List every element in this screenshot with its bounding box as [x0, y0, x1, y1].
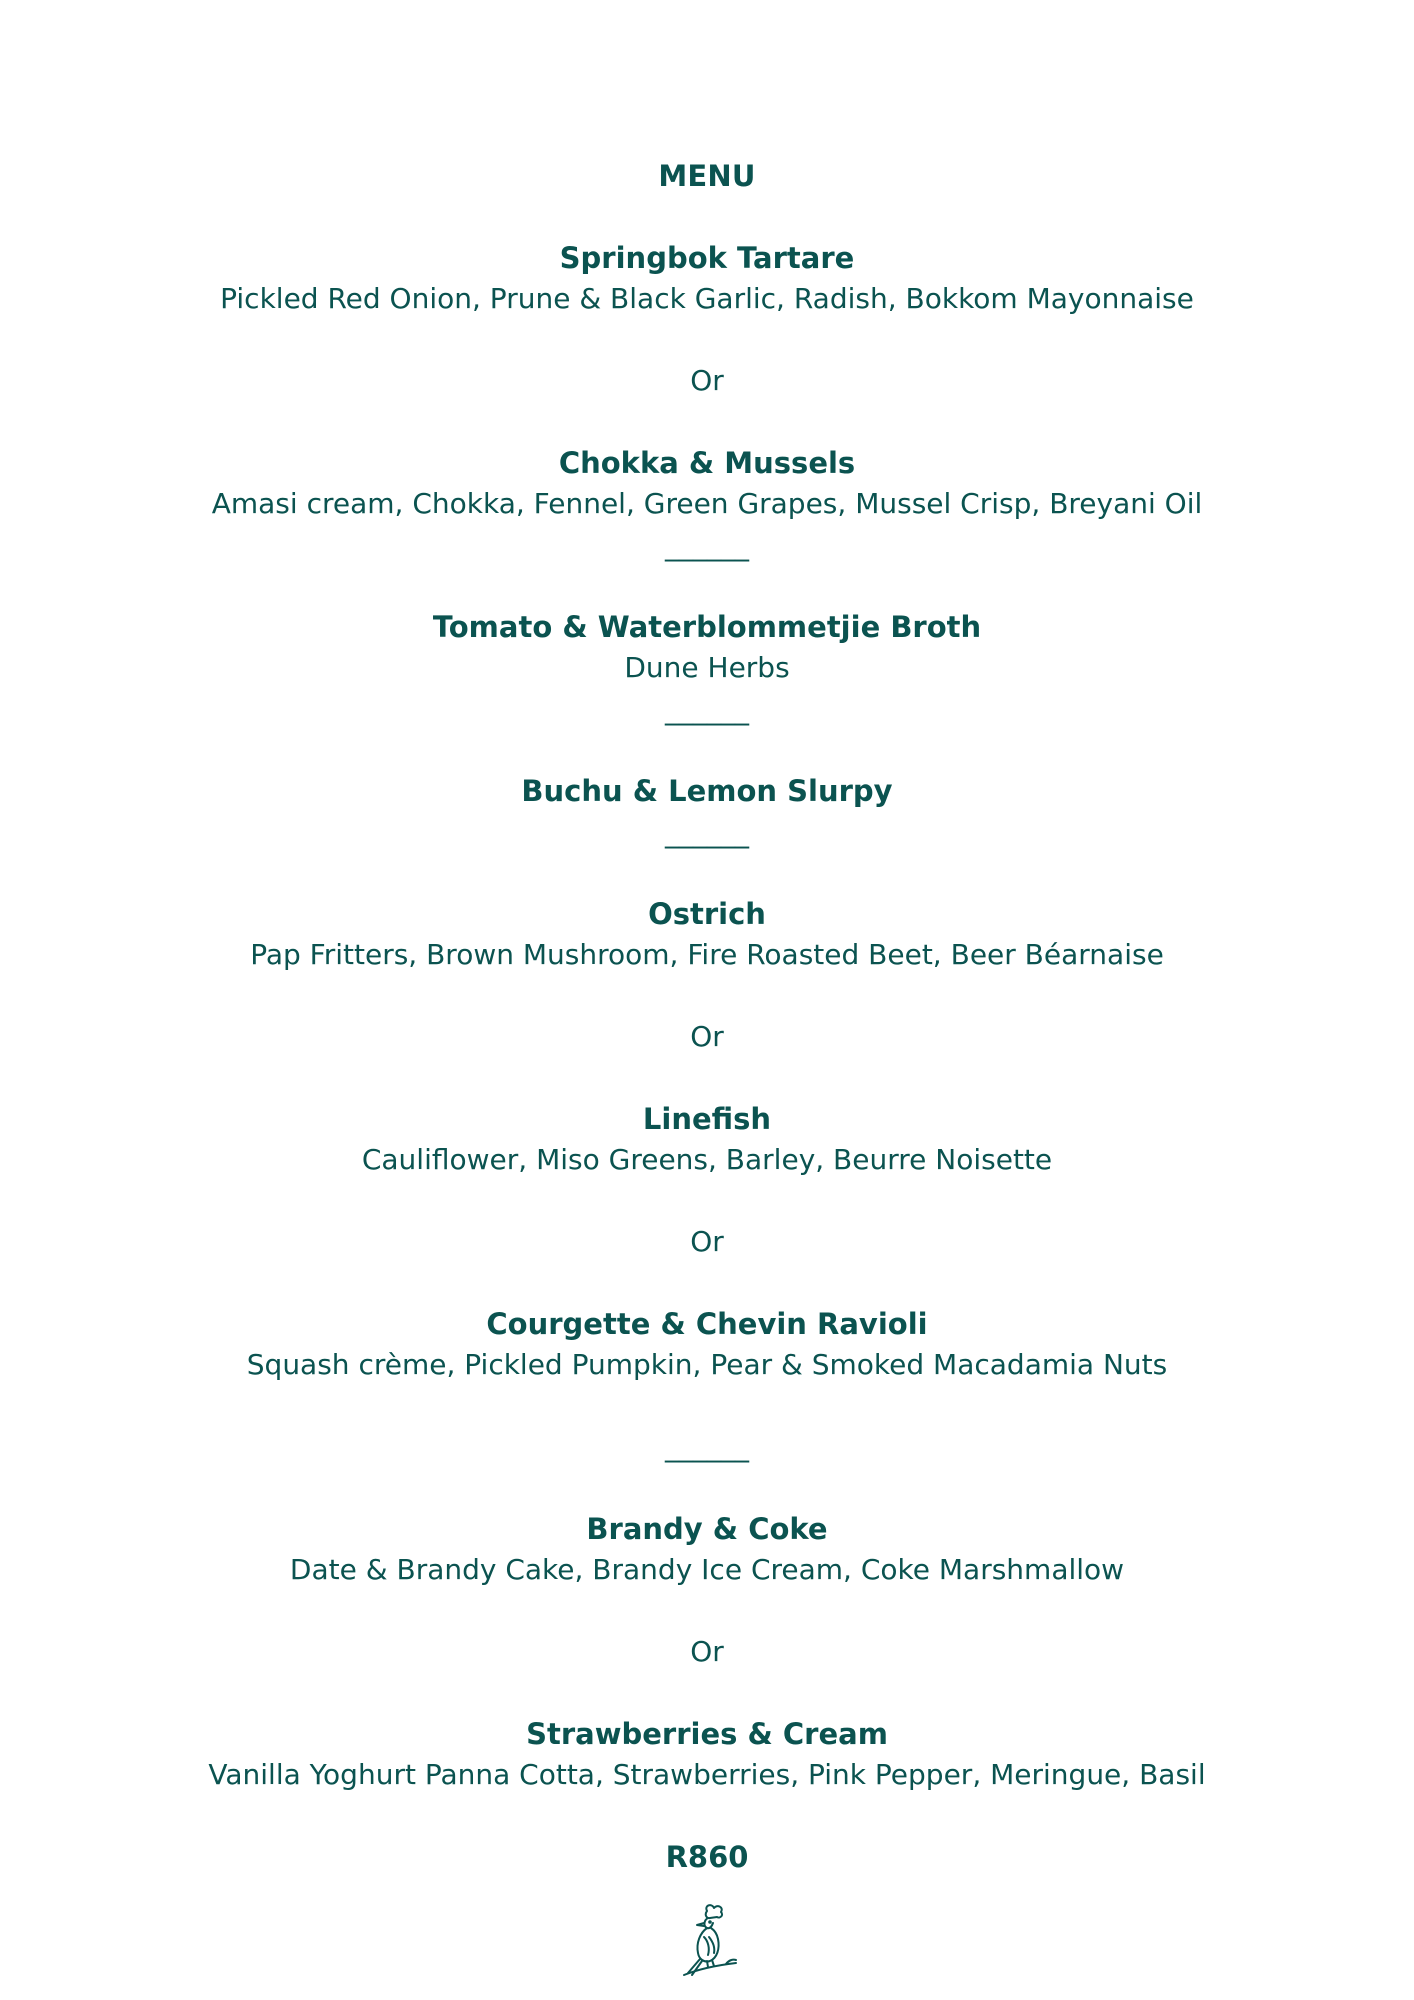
dish-description-springbok-tartare: Pickled Red Onion, Prune & Black Garlic, Radish, Bokkom Mayonnaise [220, 282, 1194, 315]
menu-price: R860 [665, 1840, 749, 1874]
dish-name-ostrich: Ostrich [648, 897, 766, 931]
menu-title: MENU [658, 159, 756, 193]
dish-name-tomato-broth: Tomato & Waterblommetjie Broth [432, 610, 982, 644]
dish-name-springbok-tartare: Springbok Tartare [559, 241, 855, 275]
bird-chef-logo-icon [674, 1903, 742, 1979]
dish-description-strawberries-cream: Vanilla Yoghurt Panna Cotta, Strawberries, Pink Pepper, Meringue, Basil [208, 1758, 1206, 1791]
course-separator: ______ [665, 693, 749, 726]
dish-name-chokka-mussels: Chokka & Mussels [558, 446, 856, 480]
dish-description-ostrich: Pap Fritters, Brown Mushroom, Fire Roasted Beet, Beer Béarnaise [250, 938, 1164, 971]
or-divider: Or [690, 364, 724, 397]
dish-description-chokka-mussels: Amasi cream, Chokka, Fennel, Green Grapes, Mussel Crisp, Breyani Oil [211, 487, 1203, 520]
or-divider: Or [690, 1020, 724, 1053]
dish-name-buchu-slurpy: Buchu & Lemon Slurpy [521, 774, 893, 808]
dish-description-linefish: Cauliflower, Miso Greens, Barley, Beurre Noisette [361, 1143, 1053, 1176]
or-divider: Or [690, 1225, 724, 1258]
dish-name-strawberries-cream: Strawberries & Cream [526, 1717, 888, 1751]
dish-name-brandy-coke: Brandy & Coke [586, 1512, 828, 1546]
or-divider: Or [690, 1635, 724, 1668]
course-separator: ______ [665, 1430, 749, 1463]
course-separator: ______ [665, 529, 749, 562]
dish-description-tomato-broth: Dune Herbs [624, 651, 790, 684]
dish-description-brandy-coke: Date & Brandy Cake, Brandy Ice Cream, Coke Marshmallow [289, 1553, 1125, 1586]
course-separator: ______ [665, 816, 749, 849]
dish-description-courgette-ravioli: Squash crème, Pickled Pumpkin, Pear & Smoked Macadamia Nuts [246, 1348, 1168, 1381]
dish-name-linefish: Linefish [642, 1102, 772, 1136]
dish-name-courgette-ravioli: Courgette & Chevin Ravioli [486, 1307, 928, 1341]
